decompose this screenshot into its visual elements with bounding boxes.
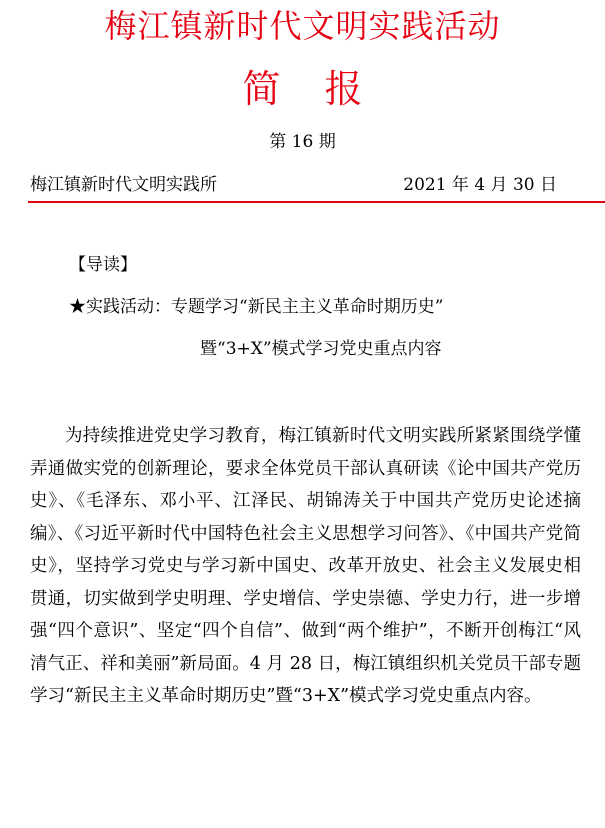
organization-name: 梅江镇新时代文明实践所	[30, 175, 217, 195]
lead-item-line-1: ★实践活动：专题学习“新民主主义革命时期历史”	[69, 297, 444, 317]
body-paragraph: 为持续推进党史学习教育，梅江镇新时代文明实践所紧紧围绕学懂弄通做实党的创新理论，要求全体党员干部认真研读《论中国共产党历史》、《毛泽东、邓小平、江泽民、胡锦涛关于中国共产党历史论述摘编》、《习近平新时代中国特色社会主义思想学习问答》、《中国共产党简史》，坚持学习党史与学习新中国史、改革开放史、社会主义发展史相贯通，切实做到学史明理、学史增信、学史崇德、学史力行，进一步增强“四个意识”、坚定“四个自信”、做到“两个维护”，不断开创梅江“风清气正、祥和美丽”新局面。4 月 28 日，梅江镇组织机关党员干部专题学习“新民主主义革命时期历史”暨“3+X”模式学习党史重点内容。	[30, 426, 581, 706]
masthead-subtitle: 简报	[242, 67, 407, 111]
masthead-divider	[28, 201, 605, 203]
issue-number: 第 16 期	[269, 132, 336, 152]
lead-label: 【导读】	[69, 255, 137, 275]
masthead-title: 梅江镇新时代文明实践活动	[104, 7, 501, 45]
masthead-meta-row	[30, 172, 575, 198]
lead-item-line-2: 暨“3+X”模式学习党史重点内容	[200, 339, 442, 359]
issue-date: 2021 年 4 月 30 日	[403, 175, 557, 195]
